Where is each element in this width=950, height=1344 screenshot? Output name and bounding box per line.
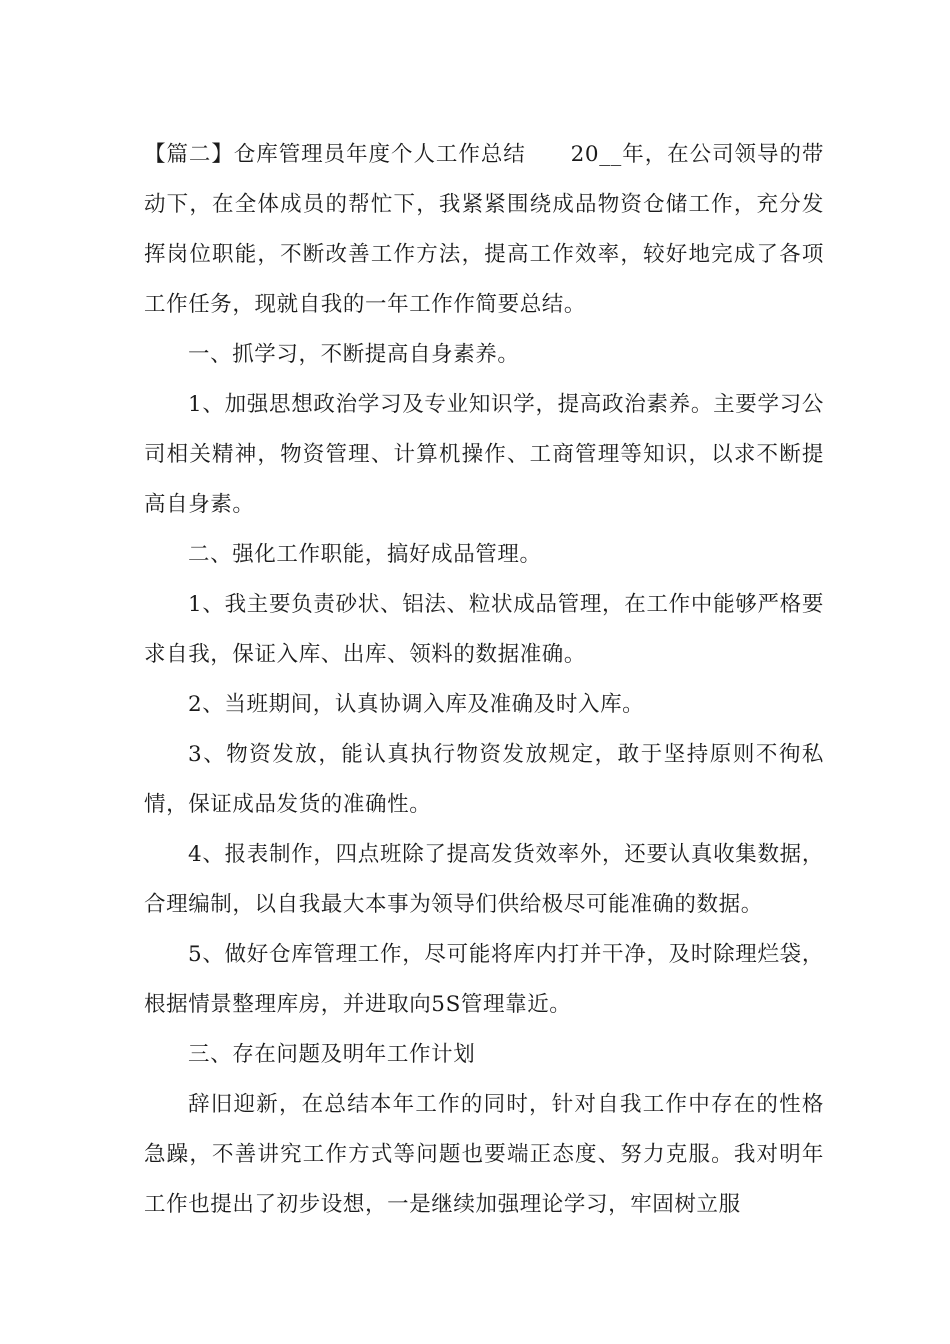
paragraph-study: 1、加强思想政治学习及专业知识学，提高政治素养。主要学习公司相关精神，物资管理、计算机操作、工商管理等知识，以求不断提高自身素。 (144, 392, 824, 517)
heading-section-1: 一、抓学习，不断提高自身素养。 (188, 342, 520, 367)
paragraph-item-2: 2、当班期间，认真协调入库及准确及时入库。 (188, 692, 645, 717)
paragraph-intro: 【篇二】仓库管理员年度个人工作总结 20__年，在公司领导的带动下，在全体成员的帮忙下，我紧紧围绕成品物资仓储工作，充分发挥岗位职能，不断改善工作方法，提高工作效率，较好地完成了各项工作任务，现就自我的一年工作作简要总结。 (144, 142, 824, 317)
document-body (144, 130, 824, 1230)
paragraph-item-4: 4、报表制作，四点班除了提高发货效率外，还要认真收集数据，合理编制，以自我最大本事为领导们供给极尽可能准确的数据。 (144, 842, 824, 917)
paragraph-item-1: 1、我主要负责砂状、铝法、粒状成品管理，在工作中能够严格要求自我，保证入库、出库、领料的数据准确。 (144, 592, 824, 667)
paragraph-item-5: 5、做好仓库管理工作，尽可能将库内打并干净，及时除理烂袋，根据情景整理库房，并进取向5S管理靠近。 (144, 942, 824, 1017)
heading-section-3: 三、存在问题及明年工作计划 (188, 1042, 476, 1067)
heading-section-2: 二、强化工作职能，搞好成品管理。 (188, 542, 542, 567)
paragraph-item-3: 3、物资发放，能认真执行物资发放规定，敢于坚持原则不徇私情，保证成品发货的准确性。 (144, 742, 824, 817)
paragraph-plan: 辞旧迎新，在总结本年工作的同时，针对自我工作中存在的性格急躁，不善讲究工作方式等问题也要端正态度、努力克服。我对明年工作也提出了初步设想，一是继续加强理论学习，牢固树立服 (144, 1092, 824, 1217)
